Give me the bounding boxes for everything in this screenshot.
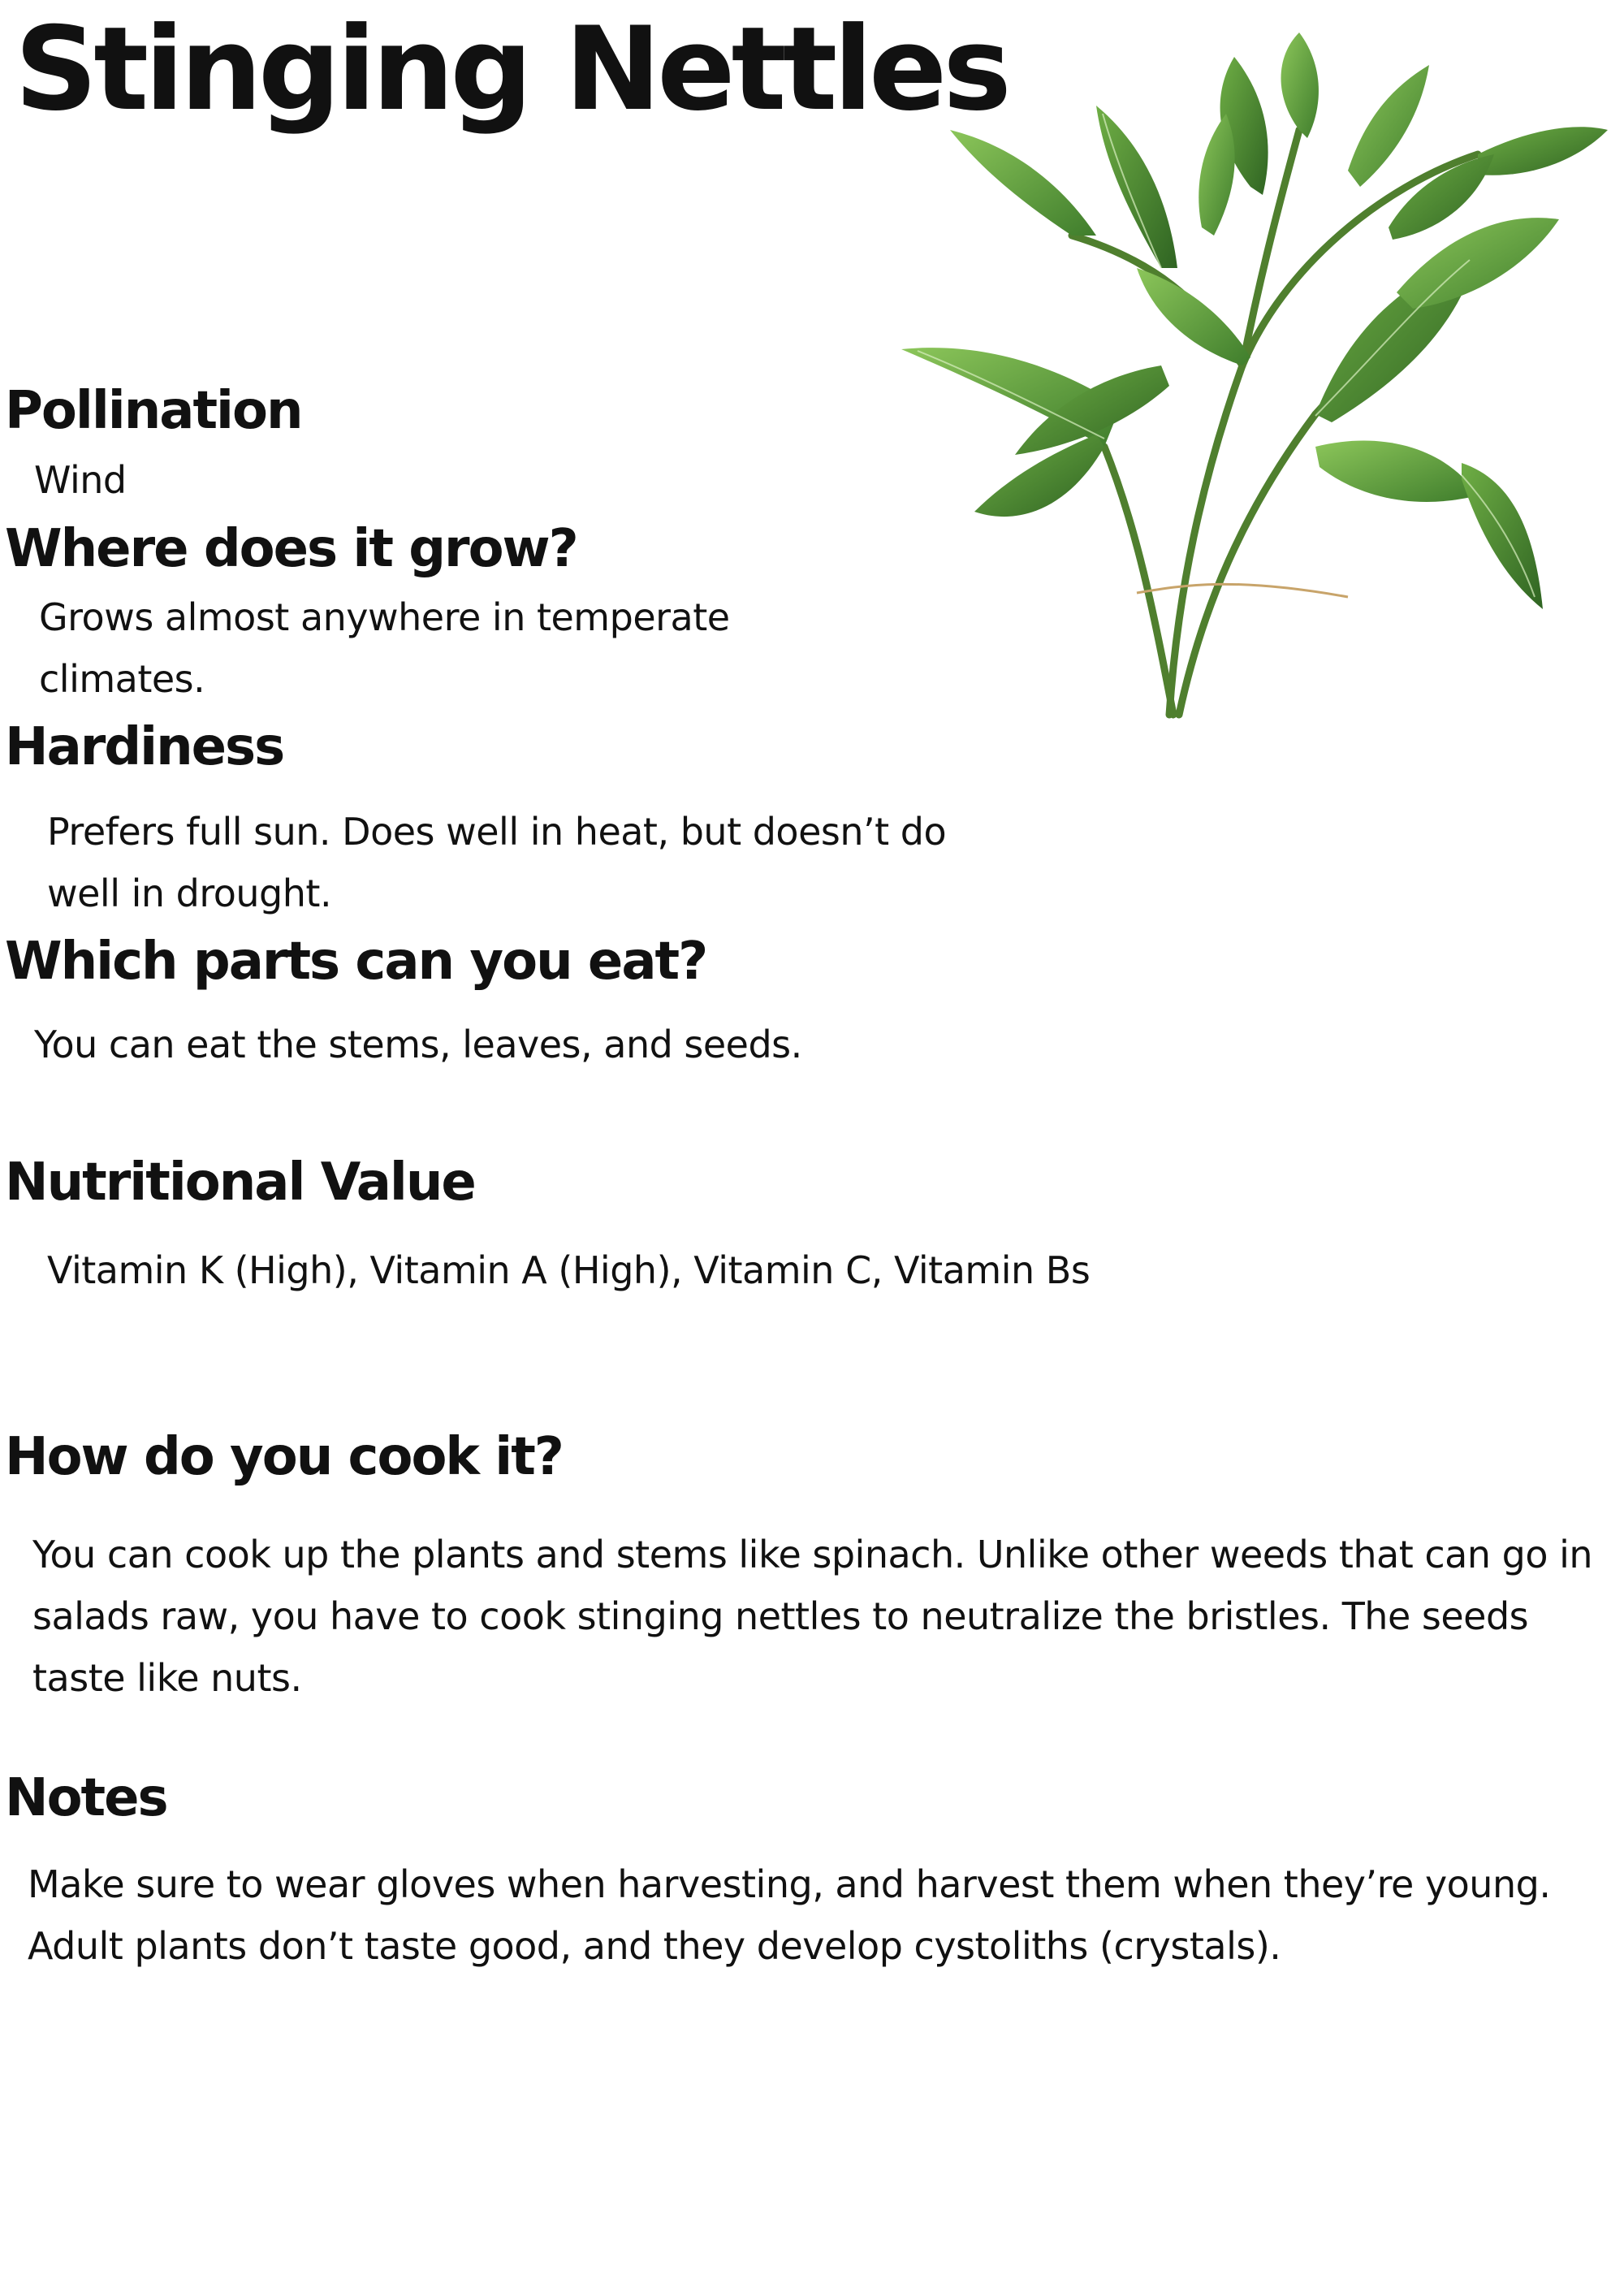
text-which-parts: You can eat the stems, leaves, and seeds. [34, 1023, 802, 1066]
heading-notes: Notes [5, 1768, 167, 1828]
text-where-does-it-grow: Grows almost anywhere in temperate climates. [39, 595, 730, 701]
heading-pollination: Pollination [5, 381, 302, 441]
heading-which-parts: Which parts can you eat? [5, 932, 707, 992]
text-notes: Make sure to wear gloves when harvesting, and harvest them when they’re young. Adult plants don’t taste good, and they develop cystoliths (crystals). [28, 1862, 1551, 1968]
heading-nutritional-value: Nutritional Value [5, 1152, 475, 1213]
text-pollination: Wind [34, 458, 127, 502]
text-hardiness: Prefers full sun. Does well in heat, but doesn’t do well in drought. [47, 810, 947, 915]
text-how-do-you-cook: You can cook up the plants and stems like spinach. Unlike other weeds that can go in salads raw, you have to cook stinging nettles to neutralize the bristles. The seeds taste like nuts. [32, 1533, 1593, 1700]
page-title: Stinging Nettles [15, 2, 1008, 136]
nettle-plant-icon [893, 24, 1608, 739]
heading-hardiness: Hardiness [5, 717, 284, 777]
heading-how-do-you-cook: How do you cook it? [5, 1427, 563, 1487]
text-nutritional-value: Vitamin K (High), Vitamin A (High), Vitamin C, Vitamin Bs [47, 1248, 1091, 1292]
heading-where-does-it-grow: Where does it grow? [5, 519, 577, 579]
